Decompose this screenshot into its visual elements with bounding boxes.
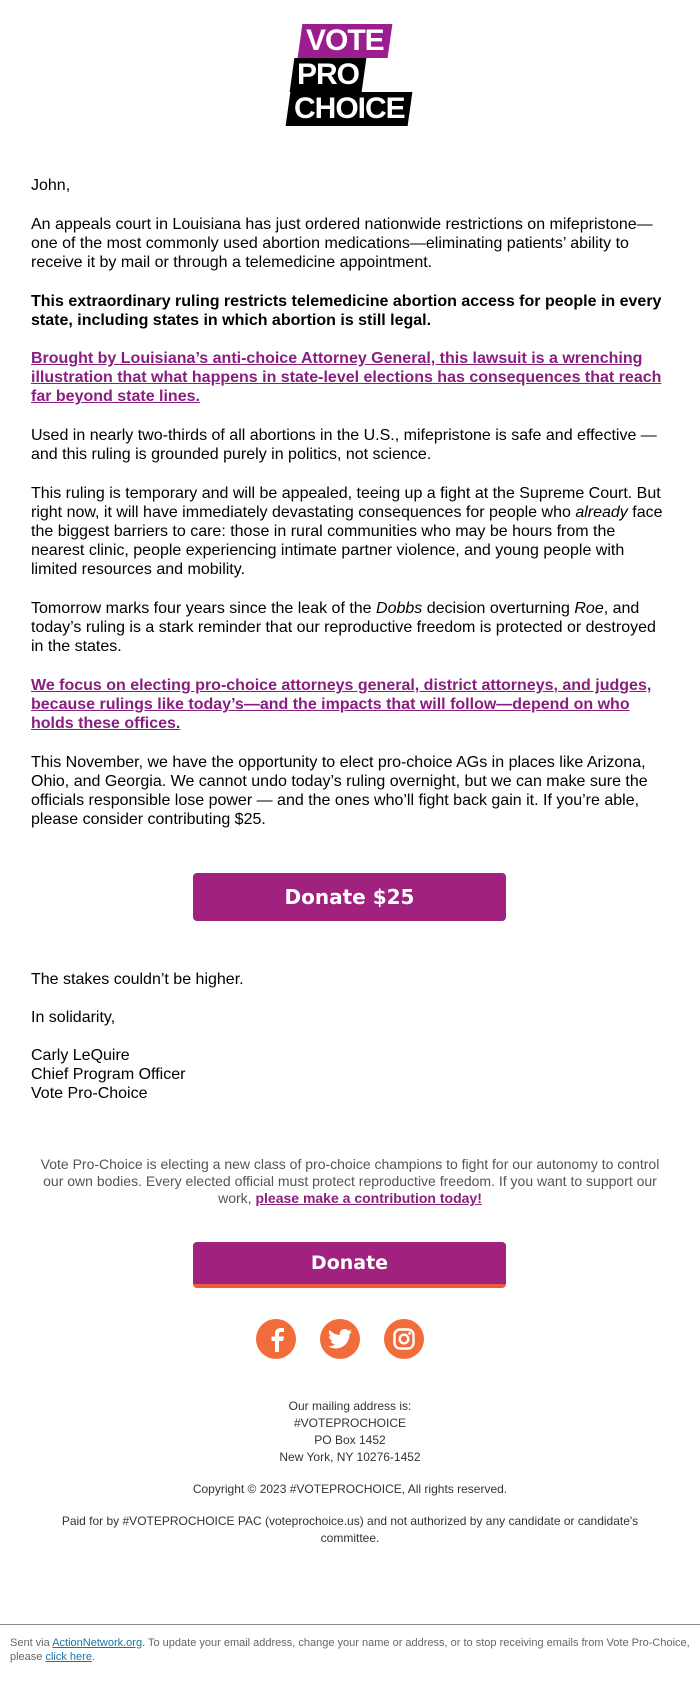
paragraph-november: This November, we have the opportunity to elect pro-choice AGs in places like Arizona, Ohio, and Georgia. We cannot undo today’s ruling overnight, but we can make sure the officials responsible lose power — and the ones who’ll fight back gain it. If you’re able, please consider contributing $25. bbox=[31, 754, 648, 828]
facebook-icon[interactable] bbox=[256, 1319, 296, 1359]
paid-for-disclaimer: Paid for by #VOTEPROCHOICE PAC (voteprochoice.us) and not authorized by any candidate or candidate's committee. bbox=[61, 1514, 639, 1545]
p6-text-c: , and today’s ruling is a stark reminder that our reproductive freedom is protected or destroyed in the states. bbox=[31, 600, 656, 655]
focus-link[interactable]: We focus on electing pro-choice attorneys general, district attorneys, and judges, because rulings like today’s—and the impacts that will follow—depend on who holds these offices. bbox=[31, 677, 652, 732]
contribution-link[interactable]: please make a contribution today! bbox=[255, 1190, 482, 1206]
unsubscribe-link[interactable]: click here bbox=[45, 1651, 92, 1663]
action-network-link[interactable]: ActionNetwork.org bbox=[52, 1637, 143, 1649]
paragraph-bold-ruling: This extraordinary ruling restricts telemedicine abortion access for people in every state, including states in which abortion is still legal. bbox=[31, 293, 662, 329]
p6-text-a: Tomorrow marks four years since the leak of the bbox=[31, 600, 377, 617]
mailing-heading: Our mailing address is: bbox=[288, 1399, 412, 1413]
p6-roe: Roe bbox=[574, 600, 604, 617]
donate-button[interactable]: Donate bbox=[193, 1242, 506, 1288]
signer-org: Vote Pro-Choice bbox=[31, 1085, 148, 1102]
twitter-icon[interactable] bbox=[320, 1319, 360, 1359]
signer-name: Carly LeQuire bbox=[31, 1047, 130, 1064]
stakes-line: The stakes couldn’t be higher. bbox=[31, 971, 244, 988]
lawsuit-link[interactable]: Brought by Louisiana’s anti-choice Attorney General, this lawsuit is a wrenching illustration that what happens in state-level elections has consequences that reach far beyond state lines. bbox=[31, 350, 662, 405]
footer-divider bbox=[0, 1624, 700, 1625]
action-network-prefix: Sent via bbox=[10, 1637, 53, 1649]
action-network-suffix: . bbox=[91, 1651, 96, 1663]
footer-mission-text: Vote Pro-Choice is electing a new class of pro-choice champions to fight for our autonomy to control our own bodies. Every elected official must protect reproductive freedom. If you want to support our work, bbox=[40, 1156, 660, 1206]
paragraph-lawsuit-link-block[interactable] bbox=[31, 349, 669, 406]
paragraph-focus-link-block[interactable] bbox=[31, 676, 669, 733]
p5-emphasis: already bbox=[575, 504, 628, 521]
mailing-address bbox=[40, 1398, 660, 1466]
greeting: John, bbox=[31, 177, 71, 194]
address-line-2: PO Box 1452 bbox=[314, 1433, 386, 1447]
instagram-icon[interactable] bbox=[384, 1319, 424, 1359]
footer-mission bbox=[36, 1156, 664, 1207]
signoff: In solidarity, bbox=[31, 1009, 116, 1026]
logo-line-vote: VOTE bbox=[298, 24, 393, 58]
paragraph-ruling: An appeals court in Louisiana has just ordered nationwide restrictions on mifepristone—one of the most commonly used abortion medications—eliminating patients’ ability to receive it by mail or through a telemedicine appointment. bbox=[31, 216, 653, 271]
address-line-1: #VOTEPROCHOICE bbox=[293, 1416, 407, 1430]
copyright: Copyright © 2023 #VOTEPROCHOICE, All rights reserved. bbox=[192, 1482, 508, 1496]
action-network-footer bbox=[10, 1636, 692, 1664]
signer-title: Chief Program Officer bbox=[31, 1066, 186, 1083]
paragraph-mifepristone: Used in nearly two-thirds of all abortions in the U.S., mifepristone is safe and effective — and this ruling is grounded purely in politics, not science. bbox=[31, 427, 657, 463]
donate-25-button[interactable]: Donate $25 bbox=[193, 873, 506, 921]
address-line-3: New York, NY 10276-1452 bbox=[279, 1450, 421, 1464]
p5-text-a: This ruling is temporary and will be appealed, teeing up a fight at the Supreme Court. But right now, it will have immediately devastating consequences for people who bbox=[31, 485, 661, 521]
p6-dobbs: Dobbs bbox=[376, 600, 423, 617]
p6-text-b: decision overturning bbox=[422, 600, 575, 617]
vote-pro-choice-logo[interactable] bbox=[288, 24, 414, 126]
signature-block bbox=[31, 1046, 669, 1103]
paragraph-temporary bbox=[31, 484, 669, 579]
logo-line-pro: PRO bbox=[290, 58, 367, 92]
paragraph-dobbs bbox=[31, 599, 669, 656]
logo-line-choice: CHOICE bbox=[286, 92, 413, 126]
action-network-middle: . To update your email address, change your name or address, or to stop receiving emails from Vote Pro-Choice, please bbox=[10, 1637, 690, 1663]
p5-text-b: face the biggest barriers to care: those in rural communities who may be hours from the nearest clinic, people experiencing intimate partner violence, and young people with limited resources and mobility. bbox=[31, 504, 663, 578]
